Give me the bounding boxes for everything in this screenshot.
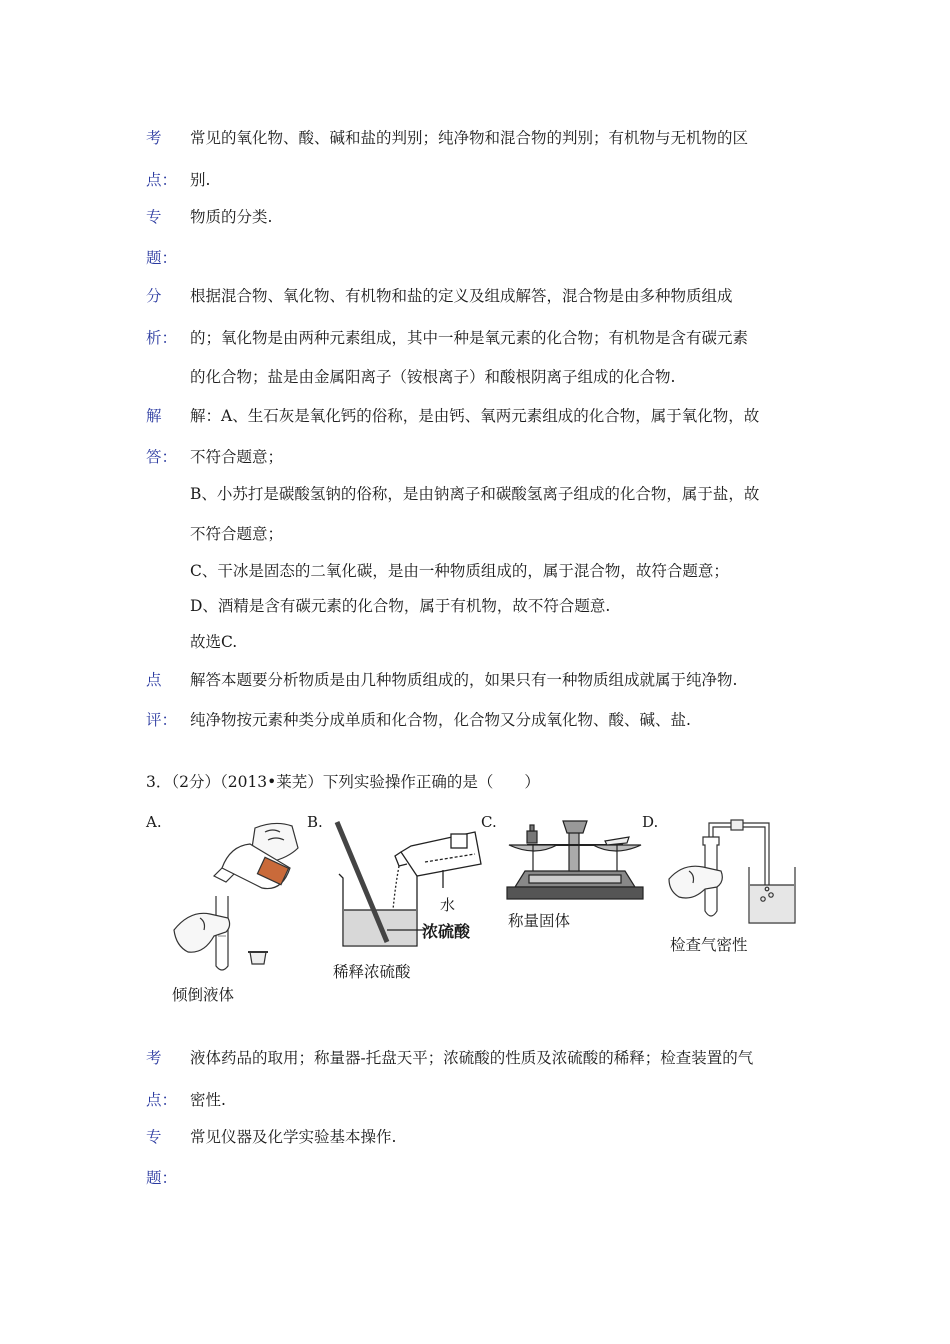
kaodian-text-1: 常见的氧化物、酸、碱和盐的判别；纯净物和混合物的判别；有机物与无机物的区 xyxy=(190,129,749,147)
jieda-label-1: 解 xyxy=(146,407,162,425)
jieda-label-2: 答： xyxy=(146,448,178,466)
pour-liquid-illustration xyxy=(170,818,310,978)
balance-illustration xyxy=(505,815,645,910)
airtight-check-illustration xyxy=(665,815,805,927)
option-b-letter: B. xyxy=(307,813,323,831)
jieda-text-3: B、小苏打是碳酸氢钠的俗称，是由钠离子和碳酸氢离子组成的化合物，属于盐，故 xyxy=(190,485,760,503)
kaodian-label-2: 点： xyxy=(146,171,178,189)
fenxi-label-1: 分 xyxy=(146,287,162,305)
jieda-text-1: 解：A、生石灰是氧化钙的俗称，是由钙、氧两元素组成的化合物，属于氧化物，故 xyxy=(190,407,760,425)
kaodian-text-2: 别. xyxy=(190,171,211,189)
kaodian2-text-2: 密性. xyxy=(190,1091,226,1109)
dianping-label-2: 评： xyxy=(146,711,178,729)
zhuanti-text-1: 物质的分类. xyxy=(190,208,273,226)
option-a-caption: 倾倒液体 xyxy=(172,986,235,1004)
jieda-text-4: 不符合题意； xyxy=(190,525,284,543)
option-c-letter: C. xyxy=(481,813,497,831)
fenxi-text-1: 根据混合物、氧化物、有机物和盐的定义及组成解答，混合物是由多种物质组成 xyxy=(190,287,733,305)
dianping-label-1: 点 xyxy=(146,671,162,689)
kaodian2-label-2: 点： xyxy=(146,1091,178,1109)
option-d-letter: D. xyxy=(642,813,659,831)
option-b-caption: 稀释浓硫酸 xyxy=(333,963,411,981)
fenxi-text-3: 的化合物；盐是由金属阳离子（铵根离子）和酸根阴离子组成的化合物. xyxy=(190,368,676,386)
option-b-water-label: 水 xyxy=(440,896,456,914)
jieda-text-2: 不符合题意； xyxy=(190,448,284,466)
option-d-caption: 检查气密性 xyxy=(670,936,748,954)
kaodian2-text-1: 液体药品的取用；称量器-托盘天平；浓硫酸的性质及浓硫酸的稀释；检查装置的气 xyxy=(190,1049,754,1067)
kaodian-label-1: 考 xyxy=(146,129,162,147)
zhuanti2-text-1: 常见仪器及化学实验基本操作. xyxy=(190,1128,397,1146)
jieda-text-5: C、干冰是固态的二氧化碳，是由一种物质组成的，属于混合物，故符合题意； xyxy=(190,562,729,580)
fenxi-text-2: 的；氧化物是由两种元素组成，其中一种是氧元素的化合物；有机物是含有碳元素 xyxy=(190,329,749,347)
option-b-acid-label: 浓硫酸 xyxy=(422,922,471,941)
zhuanti-label-2: 题： xyxy=(146,249,178,267)
question-stem: 3．（2分）（2013•莱芜）下列实验操作正确的是（ ） xyxy=(146,773,540,791)
option-a-letter: A. xyxy=(146,813,162,831)
kaodian2-label-1: 考 xyxy=(146,1049,162,1067)
dianping-text-2: 纯净物按元素种类分成单质和化合物，化合物又分成氧化物、酸、碱、盐. xyxy=(190,711,691,729)
jieda-text-6: D、酒精是含有碳元素的化合物，属于有机物，故不符合题意. xyxy=(190,597,611,615)
zhuanti2-label-1: 专 xyxy=(146,1128,162,1146)
dianping-text-1: 解答本题要分析物质是由几种物质组成的，如果只有一种物质组成就属于纯净物. xyxy=(190,671,738,689)
option-c-caption: 称量固体 xyxy=(508,912,571,930)
zhuanti-label-1: 专 xyxy=(146,208,162,226)
zhuanti2-label-2: 题： xyxy=(146,1169,178,1187)
fenxi-label-2: 析： xyxy=(146,329,178,347)
jieda-text-7: 故选C. xyxy=(190,633,238,651)
